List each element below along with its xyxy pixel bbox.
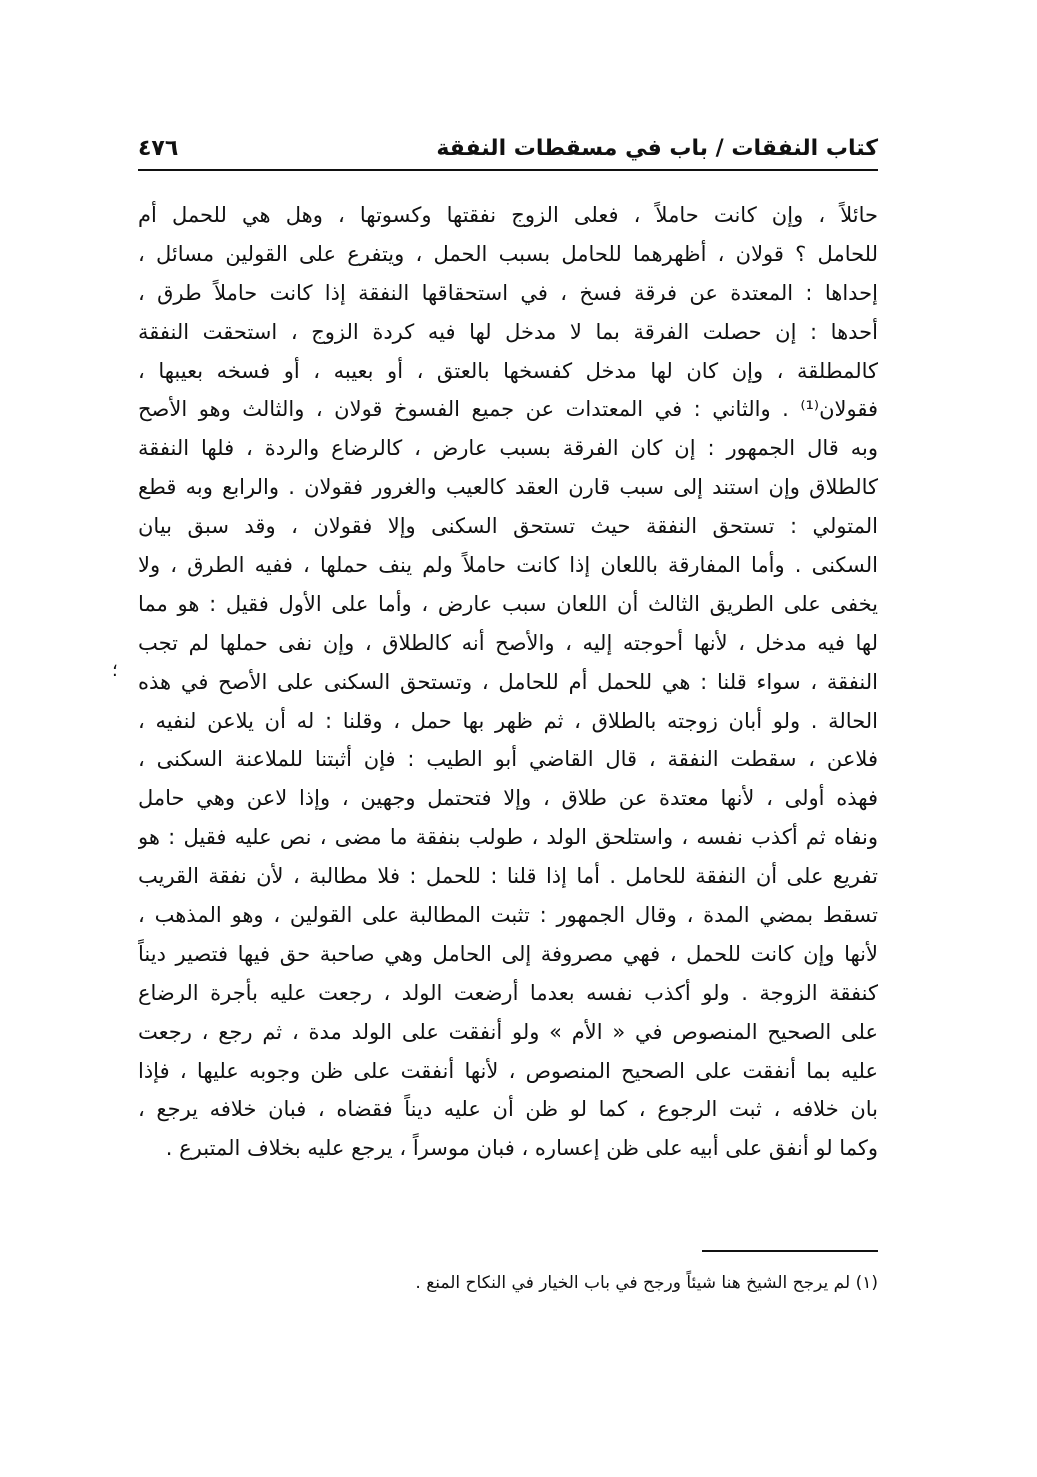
text-line: بان خلافه ، ثبت الرجوع ، كما لو ظن أن عليه ديناً فقضاه ، فبان خلافه يرجع ، [138,1097,878,1122]
text-line: فلاعن ، سقطت النفقة ، قال القاضي أبو الطيب : فإن أثبتنا للملاعنة السكنى ، [138,747,878,772]
margin-mark: ؛ [112,660,118,681]
running-header [138,130,878,166]
text-line: النفقة ، سواء قلنا : هي للحمل أم للحامل ، وتستحق السكنى على الأصح في هذه [138,669,878,694]
text-line: فقولان⁽¹⁾ . والثاني : في المعتدات عن جميع الفسوخ قولان ، والثالث وهو الأصح [138,397,878,422]
text-line: لها فيه مدخل ، لأنها أحوجته إليه ، والأصح أنه كالطلاق ، وإن نفى حملها لم تجب [138,630,878,655]
footnote-rule [702,1250,878,1252]
text-line: فهذه أولى ، لأنها معتدة عن طلاق ، وإلا فتحتمل وجهين ، وإذا لاعن وهي حامل [138,786,878,811]
text-line: المتولي : تستحق النفقة حيث تستحق السكنى وإلا فقولان ، وقد سبق بيان [138,514,878,539]
text-line: كنفقة الزوجة . ولو أكذب نفسه بعدما أرضعت الولد ، رجعت عليه بأجرة الرضاع [138,980,878,1005]
body-text [138,196,878,1168]
text-line: يخفى على الطريق الثالث أن اللعان سبب عارض ، وأما على الأول فقيل : هو مما [138,591,878,616]
text-line: وبه قال الجمهور : إن كان الفرقة بسبب عارض ، كالرضاع والردة ، فلها النفقة [138,436,878,461]
text-line: تفريع على أن النفقة للحامل . أما إذا قلنا : للحمل : فلا مطالبة ، لأن نفقة القريب [138,864,878,889]
text-line: ونفاه ثم أكذب نفسه ، واستلحق الولد ، طولب بنفقة ما مضى ، نص عليه فقيل : هو [138,825,878,850]
page-number: ٤٧٦ [138,135,179,161]
text-line: كالطلاق وإن استند إلى سبب قارن العقد كالعيب والغرور فقولان . والرابع وبه قطع [138,475,878,500]
text-line: إحداها : المعتدة عن فرقة فسخ ، في استحقاقها النفقة إذا كانت حاملاً طرق ، [138,280,878,305]
text-line: حائلاً ، وإن كانت حاملاً ، فعلى الزوج نفقتها وكسوتها ، وهل هي للحمل أم [138,203,878,227]
header-title: كتاب النفقات / باب في مسقطات النفقة [436,135,878,161]
text-line: وكما لو أنفق على أبيه على ظن إعساره ، فبان موسراً ، يرجع عليه بخلاف المتبرع . [165,1136,878,1161]
text-line: للحامل ؟ قولان ، أظهرهما للحامل بسبب الحمل ، ويتفرع على القولين مسائل ، [138,241,878,266]
text-line: أحدها : إن حصلت الفرقة بما لا مدخل لها فيه كردة الزوج ، استحقت النفقة [138,319,878,344]
text-line: الحالة . ولو أبان زوجته بالطلاق ، ثم ظهر بها حمل ، وقلنا : له أن يلاعن لنفيه ، [138,708,878,733]
text-line: كالمطلقة ، وإن كان لها مدخل كفسخها بالعتق ، أو بعيبه ، أو فسخه بعيبها ، [138,358,878,383]
text-line: لأنها وإن كانت للحمل ، فهي مصروفة إلى الحامل وهي صاحبة حق فيها فتصير ديناً [138,941,878,966]
text-line: تسقط بمضي المدة ، وقال الجمهور : تثبت المطالبة على القولين ، وهو المذهب ، [138,903,878,928]
footnote: (١) لم يرجح الشيخ هنا شيئاً ورجح في باب الخيار في النكاح المنع . [415,1273,878,1293]
text-line: السكنى . وأما المفارقة باللعان إذا كانت حاملاً ولم ينف حملها ، ففيه الطرق ، ولا [138,553,878,578]
text-line: على الصحيح المنصوص في « الأم » ولو أنفقت على الولد مدة ، ثم رجع ، رجعت [138,1019,878,1044]
header-rule [138,169,878,171]
text-line: عليه بما أنفقت على الصحيح المنصوص ، لأنها أنفقت على ظن وجوبه عليها ، فإذا [138,1058,878,1083]
